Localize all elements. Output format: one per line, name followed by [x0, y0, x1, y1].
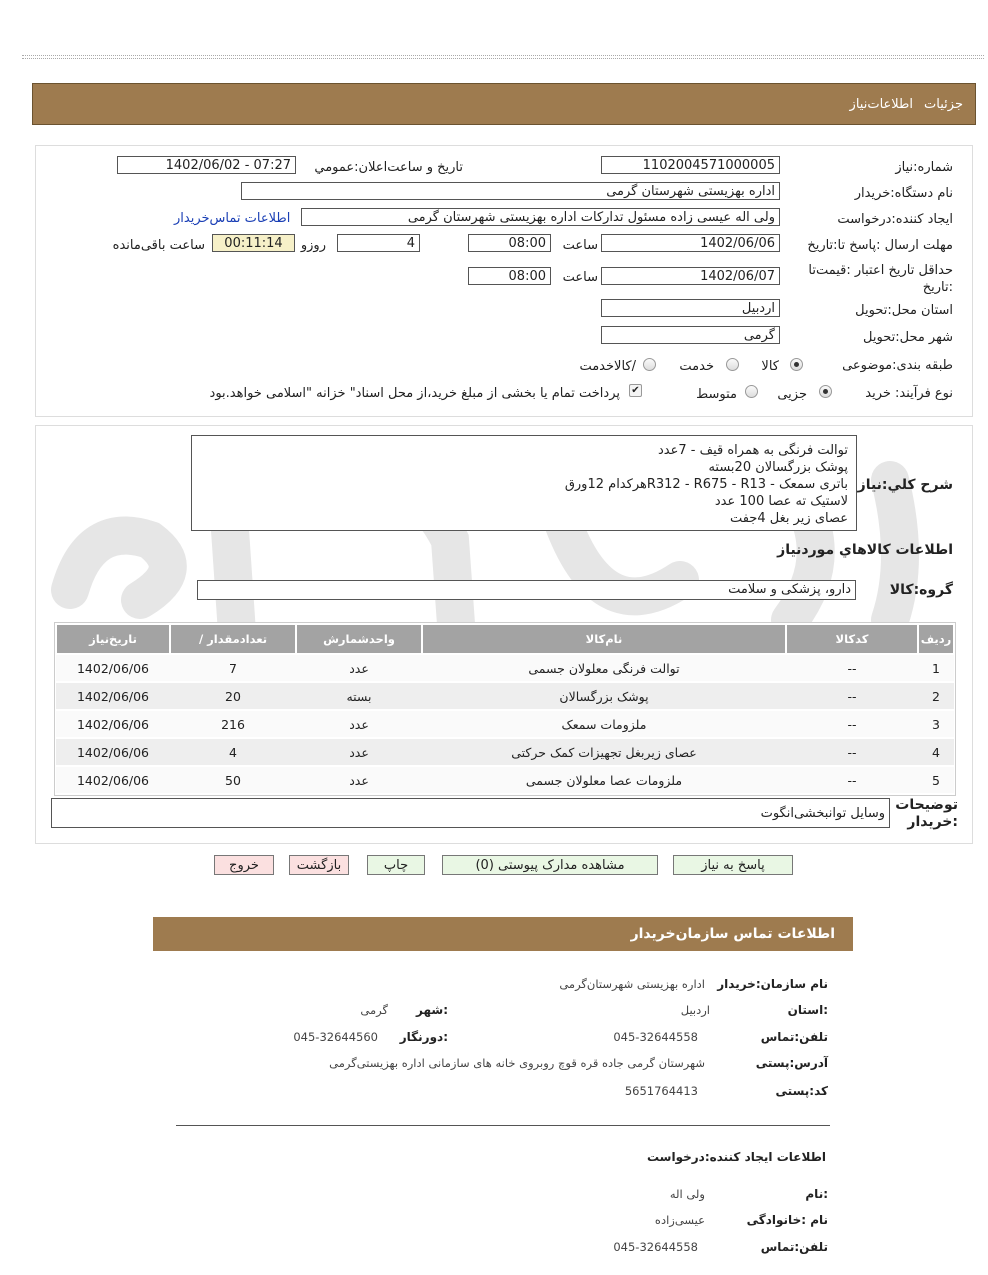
- cell-quantity: 7: [170, 654, 296, 682]
- cell-quantity: 50: [170, 766, 296, 794]
- category-goods-label: کالا: [761, 359, 779, 374]
- description-line: پوشک بزرگسالان 20بسته: [708, 460, 848, 475]
- postal-label: کد:پستی: [775, 1084, 828, 1098]
- exit-button[interactable]: خروج: [214, 855, 274, 875]
- cell-row: 3: [918, 710, 954, 738]
- contact-title: اطلاعات تماس سازمان‌خریدار: [630, 926, 835, 942]
- reply-date-field: 1402/06/06: [601, 234, 780, 252]
- table-row: [56, 738, 954, 766]
- need-number-label: شماره:نیاز: [895, 160, 953, 175]
- city-label: شهر محل:تحویل: [863, 330, 953, 345]
- cell-row: 2: [918, 682, 954, 710]
- goods-group-label: گروه:کالا: [889, 582, 953, 598]
- goods-table: [54, 622, 956, 796]
- cell-date: 1402/06/06: [56, 766, 170, 794]
- contact-city-label: :شهر: [416, 1003, 448, 1017]
- cell-code: --: [786, 738, 918, 766]
- announce-label: تاریخ و ساعت‌اعلان:عمومي: [314, 160, 463, 175]
- category-goods-radio[interactable]: [790, 358, 803, 371]
- cell-row: 5: [918, 766, 954, 794]
- cell-unit: عدد: [296, 766, 422, 794]
- col-name: نام‌کالا: [422, 624, 786, 654]
- creator-section-title: اطلاعات ایجاد کننده:درخواست: [646, 1150, 826, 1164]
- process-minor-label: جزیی: [777, 387, 807, 402]
- table-row: [56, 766, 954, 794]
- cell-code: --: [786, 654, 918, 682]
- cell-unit: عدد: [296, 738, 422, 766]
- goods-group-field: دارو، پزشکی و سلامت: [197, 580, 856, 600]
- cell-row: 1: [918, 654, 954, 682]
- city-field: گرمی: [601, 326, 780, 344]
- process-medium-radio[interactable]: [745, 385, 758, 398]
- remaining-time-field: 00:11:14: [212, 234, 295, 252]
- category-goods-service-label: /کالاخدمت: [579, 359, 636, 374]
- contact-header: [153, 917, 853, 951]
- cell-unit: بسته: [296, 682, 422, 710]
- cell-name: توالت فرنگی معلولان جسمی: [422, 654, 786, 682]
- cell-quantity: 4: [170, 738, 296, 766]
- description-box: [191, 435, 857, 531]
- buyer-notes-label: توضیحات :خریدار: [895, 797, 958, 830]
- contact-province-value: اردبیل: [680, 1003, 710, 1017]
- reply-time-field: 08:00: [468, 234, 551, 252]
- col-unit: واحدشمارش: [296, 624, 422, 654]
- creator-phone-value: 045-32644558: [613, 1240, 698, 1254]
- table-row: [56, 654, 954, 682]
- cell-row: 4: [918, 738, 954, 766]
- process-medium-label: متوسط: [696, 387, 737, 402]
- description-line: باتری سمعک - R312 - R675 - R13هرکدام 12ورق: [564, 477, 848, 492]
- tab-need-info[interactable]: اطلاعات‌نیاز: [849, 97, 913, 112]
- description-line: عصای زیر بغل 4جفت: [729, 511, 848, 526]
- cell-name: عصای زیربغل تجهیزات کمک حرکتی: [422, 738, 786, 766]
- payment-checkbox[interactable]: ✔: [629, 384, 642, 397]
- goods-table-header: [56, 624, 954, 654]
- table-row: [56, 682, 954, 710]
- address-value: شهرستان گرمی جاده قره قوچ روبروی خانه های سازمانی اداره بهزیستی‌گرمی: [329, 1056, 705, 1070]
- cell-quantity: 216: [170, 710, 296, 738]
- validity-time-field: 08:00: [468, 267, 551, 285]
- province-field: اردبیل: [601, 299, 780, 317]
- days-label: روزو: [300, 238, 326, 253]
- page-header: [32, 83, 976, 125]
- cell-code: --: [786, 710, 918, 738]
- contact-province-label: :استان: [787, 1003, 828, 1017]
- reply-deadline-label: مهلت ارسال :پاسخ تا:تاریخ: [807, 238, 953, 253]
- cell-name: ملزومات عصا معلولان جسمی: [422, 766, 786, 794]
- creator-phone-label: تلفن:تماس: [760, 1240, 828, 1254]
- buyer-org-label: نام دستگاه:خریدار: [854, 186, 953, 201]
- description-line: لاستیک ته عصا 100 عدد: [714, 494, 848, 509]
- fax-value: 045-32644560: [293, 1030, 378, 1044]
- cell-code: --: [786, 766, 918, 794]
- creator-name-value: ولی اله: [669, 1187, 705, 1201]
- cell-date: 1402/06/06: [56, 654, 170, 682]
- category-service-label: خدمت: [679, 359, 714, 374]
- col-date: تاریخ‌نیاز: [56, 624, 170, 654]
- days-field: 4: [337, 234, 420, 252]
- reply-button[interactable]: پاسخ به نیاز: [673, 855, 793, 875]
- validity-label: حداقل تاریخ اعتبار :قیمت‌تا :تاریخ: [808, 263, 953, 295]
- org-label: نام سازمان:خریدار: [717, 977, 828, 991]
- tab-details[interactable]: جزئیات: [924, 97, 963, 112]
- payment-note: پرداخت تمام یا بخشی از مبلغ خرید،از محل اسناد" خزانه "اسلامی خواهد.بود: [209, 386, 620, 401]
- province-label: استان محل:تحویل: [855, 303, 953, 318]
- address-label: آدرس:پستی: [755, 1056, 828, 1070]
- creator-name-label: :نام: [805, 1187, 828, 1201]
- phone-label: تلفن:تماس: [760, 1030, 828, 1044]
- creator-label: ایجاد کننده:درخواست: [837, 212, 953, 227]
- validity-date-field: 1402/06/07: [601, 267, 780, 285]
- remaining-label: ساعت باقی‌مانده: [112, 238, 205, 253]
- category-label: طبقه بندی:موضوعی: [842, 358, 953, 373]
- cell-date: 1402/06/06: [56, 682, 170, 710]
- col-code: کدکالا: [786, 624, 918, 654]
- category-service-radio[interactable]: [726, 358, 739, 371]
- cell-date: 1402/06/06: [56, 738, 170, 766]
- table-row: [56, 710, 954, 738]
- buyer-notes-field: وسایل توانبخشی‌انگوت: [51, 798, 890, 828]
- cell-code: --: [786, 682, 918, 710]
- contact-city-value: گرمی: [360, 1003, 388, 1017]
- description-label: شرح کلي:نیاز: [857, 477, 953, 493]
- reply-time-label: ساعت: [562, 238, 598, 253]
- creator-family-label: نام :خانوادگی: [746, 1213, 828, 1227]
- buyer-org-field: اداره بهزیستی شهرستان گرمی: [241, 182, 780, 200]
- fax-label: :دورنگار: [399, 1030, 448, 1044]
- cell-unit: عدد: [296, 654, 422, 682]
- buyer-contact-link[interactable]: اطلاعات تماس‌خریدار: [174, 211, 291, 226]
- cell-date: 1402/06/06: [56, 710, 170, 738]
- category-goods-service-radio[interactable]: [643, 358, 656, 371]
- process-label: نوع فرآیند: خرید: [865, 386, 953, 401]
- phone-value: 045-32644558: [613, 1030, 698, 1044]
- print-button[interactable]: چاپ: [367, 855, 425, 875]
- goods-section-title: اطلاعات کالاهاي موردنیاز: [777, 542, 953, 558]
- process-minor-radio[interactable]: [819, 385, 832, 398]
- validity-time-label: ساعت: [562, 270, 598, 285]
- col-quantity: تعدادمقدار /: [170, 624, 296, 654]
- need-number-field: 1102004571000005: [601, 156, 780, 174]
- attachments-button[interactable]: مشاهده مدارک پیوستی (0): [442, 855, 658, 875]
- cell-quantity: 20: [170, 682, 296, 710]
- creator-family-value: عیسی‌زاده: [654, 1213, 705, 1227]
- cell-unit: عدد: [296, 710, 422, 738]
- col-row: ردیف: [918, 624, 954, 654]
- top-divider: [22, 55, 984, 59]
- creator-field: ولی اله عیسی زاده مسئول تدارکات اداره بهزیستی شهرستان گرمی: [301, 208, 780, 226]
- contact-divider: [176, 1125, 830, 1126]
- cell-name: پوشک بزرگسالان: [422, 682, 786, 710]
- cell-name: ملزومات سمعک: [422, 710, 786, 738]
- description-line: توالت فرنگی به همراه قیف - 7عدد: [658, 443, 848, 458]
- org-value: اداره بهزیستی شهرستان‌گرمی: [559, 977, 705, 991]
- back-button[interactable]: بازگشت: [289, 855, 349, 875]
- announce-field: 1402/06/02 - 07:27: [117, 156, 296, 174]
- postal-value: 5651764413: [624, 1084, 698, 1098]
